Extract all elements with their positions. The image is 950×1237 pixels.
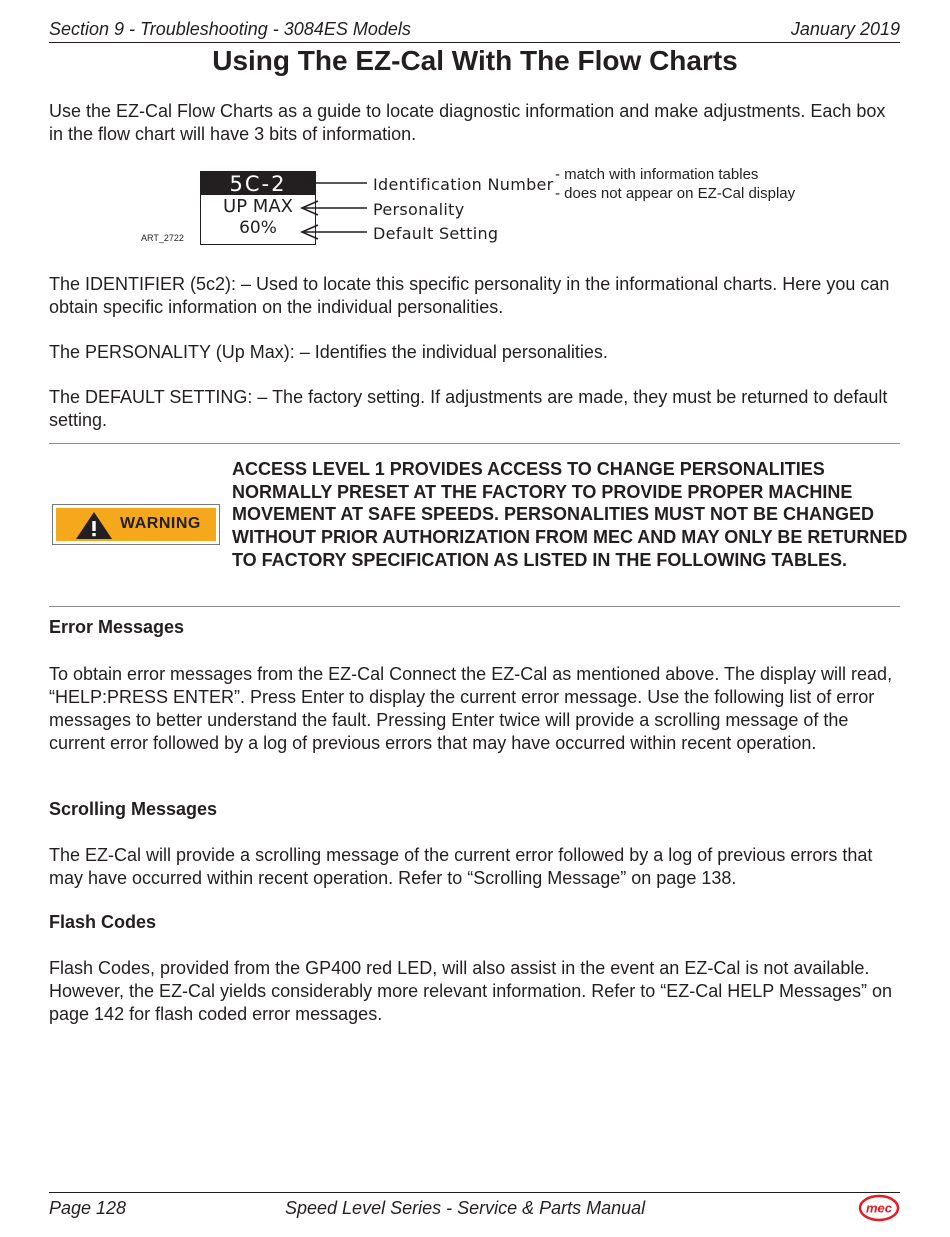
error-messages-paragraph: To obtain error messages from the EZ-Cal Connect the EZ-Cal as mentioned above. The display will read, “HELP:PRESS ENTER”. Press Enter to display the current error message. Use the following list of error messages to better understand the fault. Pressing Enter twice will provide a scrolling message of the current error followed by a log of previous errors that may have occurred within recent operation.	[49, 664, 893, 753]
warning-label: WARNING	[120, 515, 201, 532]
example-identification-number: 5C-2	[201, 172, 315, 195]
intro-paragraph: Use the EZ-Cal Flow Charts as a guide to locate diagnostic information and make adjustments. Each box in the flow chart will have 3 bits of information.	[49, 101, 886, 144]
manual-title: Speed Level Series - Service & Parts Manual	[285, 1198, 646, 1218]
error-messages-heading: Error Messages	[49, 617, 185, 637]
label-personality: Personality	[373, 200, 465, 219]
header-date: January 2019	[790, 19, 900, 39]
mec-logo-icon	[858, 1193, 900, 1223]
label-default-setting: Default Setting	[373, 224, 499, 243]
page-title: Using The EZ-Cal With The Flow Charts	[212, 45, 738, 76]
label-identification-number: Identification Number	[373, 175, 554, 194]
header-section-title: Section 9 - Troubleshooting - 3084ES Models	[49, 19, 411, 39]
callout-arrows	[0, 0, 950, 260]
example-default-setting: 60%	[239, 218, 277, 238]
example-personality: UP MAX	[223, 196, 293, 217]
default-setting-paragraph: The DEFAULT SETTING: – The factory setting. If adjustments are made, they must be returned to default setting.	[49, 387, 888, 430]
footer-divider	[49, 1192, 900, 1193]
personality-paragraph: The PERSONALITY (Up Max): – Identifies the individual personalities.	[49, 342, 608, 362]
scrolling-messages-paragraph: The EZ-Cal will provide a scrolling message of the current error followed by a log of previous errors that may have occurred within recent operation. Refer to “Scrolling Message” on page 138.	[49, 845, 873, 888]
flash-codes-paragraph: Flash Codes, provided from the GP400 red LED, will also assist in the event an EZ-Cal is not available. However, the EZ-Cal yields considerably more relevant information. Refer to “EZ-Cal HELP Messages” on page 142 for flash coded error messages.	[49, 958, 893, 1024]
logo-text: mec	[865, 1200, 893, 1216]
divider-top	[49, 443, 900, 444]
scrolling-messages-heading: Scrolling Messages	[49, 799, 218, 819]
art-number: ART_2722	[141, 233, 184, 243]
warning-badge	[52, 504, 220, 545]
note-not-on-display: - does not appear on EZ-Cal display	[555, 185, 796, 202]
flash-codes-heading: Flash Codes	[49, 912, 157, 932]
divider-bottom	[49, 606, 900, 607]
identifier-paragraph: The IDENTIFIER (5c2): – Used to locate this specific personality in the informational charts. Here you can obtain specific information on the individual personalities.	[49, 274, 890, 317]
note-match-tables: - match with information tables	[555, 166, 759, 183]
warning-triangle-icon	[74, 511, 114, 541]
warning-text: ACCESS LEVEL 1 PROVIDES ACCESS TO CHANGE PERSONALITIES NORMALLY PRESET AT THE FACTORY TO PROVIDE PROPER MACHINE MOVEMENT AT SAFE SPEEDS. PERSONALITIES MUST NOT BE CHANGED WITHOUT PRIOR AUTHORIZATION FROM MEC AND MAY ONLY BE RETURNED TO FACTORY SPECIFICATION AS LISTED IN THE FOLLOWING TABLES.	[232, 459, 908, 570]
page-number: Page 128	[49, 1198, 127, 1218]
